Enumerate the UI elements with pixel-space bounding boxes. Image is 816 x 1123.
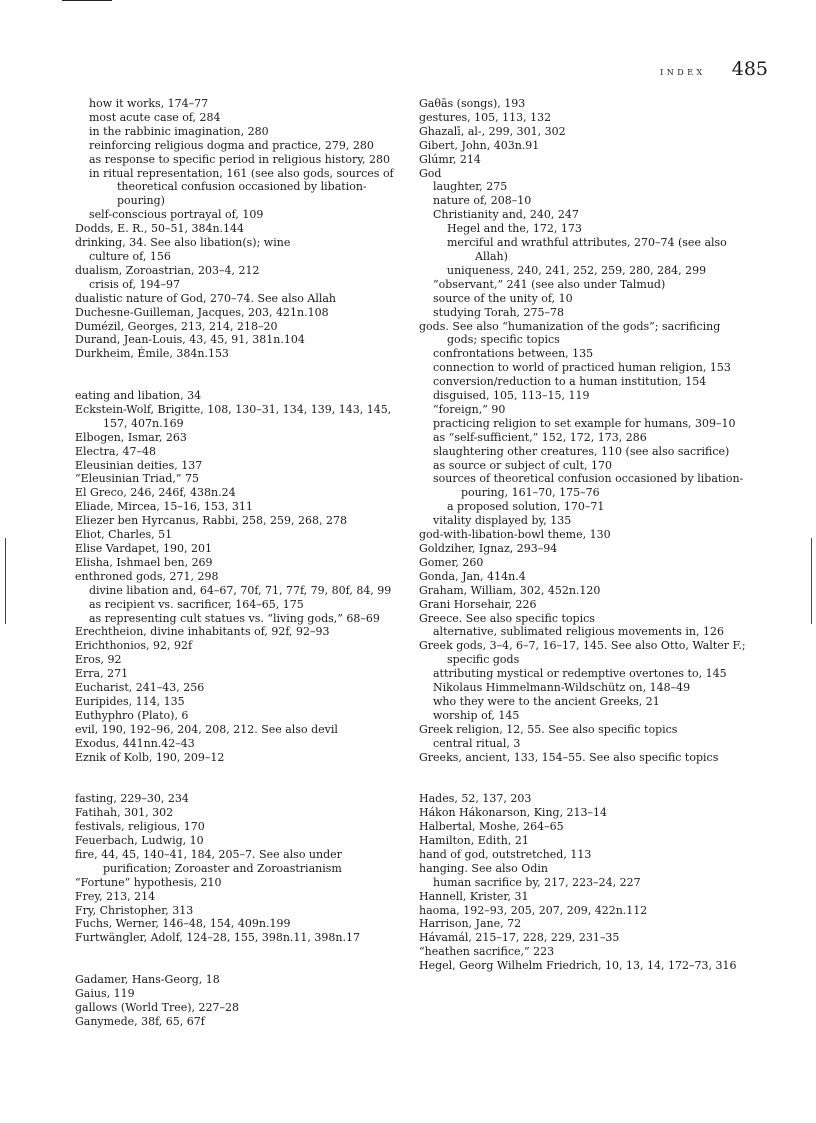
page-number: 485 <box>731 58 768 80</box>
index-entry: Elise Vardapet, 190, 201 <box>75 541 213 555</box>
index-entry: alternative, sublimated religious movements in, 126 <box>433 625 724 639</box>
index-entry: Electra, 47–48 <box>75 444 156 458</box>
index-entry: a proposed solution, 170–71 <box>447 500 605 514</box>
index-entry: Hades, 52, 137, 203 <box>419 792 532 806</box>
index-entry: gestures, 105, 113, 132 <box>419 110 552 124</box>
index-entry: “observant,” 241 (see also under Talmud) <box>433 277 666 291</box>
index-entry: eating and libation, 34 <box>75 389 202 403</box>
index-entry: Greek gods, 3–4, 6–7, 16–17, 145. See also Otto, Walter F.; specific gods <box>419 639 746 667</box>
index-entry: reinforcing religious dogma and practice, 279, 280 <box>89 138 374 152</box>
index-entry: conversion/reduction to a human institution, 154 <box>433 375 707 389</box>
index-entry: Erichthonios, 92, 92f <box>75 639 193 653</box>
letter-group-gap <box>75 361 403 389</box>
index-entry: Fatihah, 301, 302 <box>75 806 174 820</box>
index-entry: Fry, Christopher, 313 <box>75 903 194 917</box>
index-entry: Erra, 271 <box>75 667 129 681</box>
index-entry: Harrison, Jane, 72 <box>419 917 522 931</box>
index-entry: culture of, 156 <box>89 249 171 263</box>
index-entry: Hákon Hákonarson, King, 213–14 <box>419 806 608 820</box>
index-entry: Goldziher, Ignaz, 293–94 <box>419 542 558 555</box>
index-entry: “Fortune” hypothesis, 210 <box>75 875 222 889</box>
index-entry: self-conscious portrayal of, 109 <box>89 208 264 222</box>
index-entry: evil, 190, 192–96, 204, 208, 212. See also devil <box>75 722 338 736</box>
index-entry: vitality displayed by, 135 <box>433 514 572 528</box>
index-entry: Christianity and, 240, 247 <box>433 208 579 222</box>
index-column-right <box>419 97 747 973</box>
index-entry: uniqueness, 240, 241, 252, 259, 280, 284, 299 <box>447 263 707 277</box>
index-entry: Frey, 213, 214 <box>75 889 156 903</box>
index-entry: Nikolaus Himmelmann-Wildschütz on, 148–49 <box>433 681 691 695</box>
index-entry: Gaθās (songs), 193 <box>419 97 526 110</box>
index-entry: Halbertal, Moshe, 264–65 <box>419 820 564 834</box>
index-entry: Elbogen, Ismar, 263 <box>75 430 187 444</box>
index-entry: Gaius, 119 <box>75 986 135 1000</box>
index-entry: laughter, 275 <box>433 180 508 194</box>
index-entry: Eleusinian deities, 137 <box>75 458 203 472</box>
index-entry: Eliezer ben Hyrcanus, Rabbi, 258, 259, 268, 278 <box>75 514 348 528</box>
index-entry: attributing mystical or redemptive overtones to, 145 <box>433 667 727 681</box>
index-entry: Eckstein-Wolf, Brigitte, 108, 130–31, 134, 139, 143, 145, 157, 407n.169 <box>75 402 392 430</box>
index-entry: source of the unity of, 10 <box>433 291 573 305</box>
index-entry: El Greco, 246, 246f, 438n.24 <box>75 486 236 500</box>
index-entry: “foreign,” 90 <box>433 402 506 416</box>
index-entry: as representing cult statues vs. “living gods,” 68–69 <box>89 611 380 625</box>
index-entry: “heathen sacrifice,” 223 <box>419 945 555 959</box>
index-entry: Greek religion, 12, 55. See also specific topics <box>419 722 678 736</box>
index-entry: gallows (World Tree), 227–28 <box>75 1000 239 1014</box>
index-entry: connection to world of practiced human religion, 153 <box>433 361 731 375</box>
index-entry: enthroned gods, 271, 298 <box>75 569 219 583</box>
index-entry: Gonda, Jan, 414n.4 <box>419 569 526 583</box>
index-entry: drinking, 34. See also libation(s); wine <box>75 236 291 250</box>
index-entry: Hannell, Krister, 31 <box>419 889 529 903</box>
index-entry: Eros, 92 <box>75 653 122 667</box>
index-entry: as source or subject of cult, 170 <box>433 458 612 472</box>
index-entry: in ritual representation, 161 (see also gods, sources of theoretical confusion occasioned by libation-pouring) <box>89 166 394 208</box>
index-entry: human sacrifice by, 217, 223–24, 227 <box>433 875 641 889</box>
index-entry: Euripides, 114, 135 <box>75 694 185 708</box>
letter-group-gap <box>75 764 403 792</box>
crop-mark-left <box>5 538 6 624</box>
index-entry: Eliot, Charles, 51 <box>75 528 173 542</box>
index-entry: Grani Horsehair, 226 <box>419 597 537 611</box>
index-entry: hand of god, outstretched, 113 <box>419 847 592 861</box>
index-entry: Gomer, 260 <box>419 555 484 569</box>
index-entry: slaughtering other creatures, 110 (see also sacrifice) <box>433 444 730 458</box>
crop-mark-right <box>811 538 812 624</box>
index-entry: merciful and wrathful attributes, 270–74 (see also Allah) <box>447 236 727 263</box>
index-entry: Hegel, Georg Wilhelm Friedrich, 10, 13, 14, 172–73, 316 <box>419 959 737 973</box>
index-entry: Dodds, E. R., 50–51, 384n.144 <box>75 222 245 236</box>
index-entry: worship of, 145 <box>433 708 520 722</box>
index-entry: studying Torah, 275–78 <box>433 305 565 319</box>
index-entry: who they were to the ancient Greeks, 21 <box>433 694 660 708</box>
index-entry: confrontations between, 135 <box>433 347 594 361</box>
index-entry: fire, 44, 45, 140–41, 184, 205–7. See also under purification; Zoroaster and Zoroastrianism <box>75 847 342 875</box>
index-entry: dualism, Zoroastrian, 203–4, 212 <box>75 263 260 277</box>
index-entry: divine libation and, 64–67, 70f, 71, 77f, 79, 80f, 84, 99 <box>89 583 392 597</box>
letter-group-gap <box>419 765 747 793</box>
index-entry: gods. See also “humanization of the gods”; sacrificing gods; specific topics <box>419 319 721 347</box>
index-entry: disguised, 105, 113–15, 119 <box>433 389 590 403</box>
running-header <box>660 58 768 80</box>
index-entry: most acute case of, 284 <box>89 110 221 124</box>
index-entry: Exodus, 441nn.42–43 <box>75 736 195 750</box>
index-entry: Hamilton, Edith, 21 <box>419 834 529 848</box>
index-entry: Eliade, Mircea, 15–16, 153, 311 <box>75 500 253 514</box>
index-entry: Hávamál, 215–17, 228, 229, 231–35 <box>419 931 620 945</box>
index-entry: dualistic nature of God, 270–74. See also Allah <box>75 291 337 305</box>
index-column-left <box>75 97 403 1029</box>
index-entry: central ritual, 3 <box>433 736 521 750</box>
index-entry: Durand, Jean-Louis, 43, 45, 91, 381n.104 <box>75 333 305 347</box>
index-entry: as recipient vs. sacrificer, 164–65, 175 <box>89 597 304 611</box>
index-entry: Gadamer, Hans-Georg, 18 <box>75 973 220 987</box>
index-entry: Ghazalī, al-, 299, 301, 302 <box>419 124 566 138</box>
index-entry: sources of theoretical confusion occasioned by libation-pouring, 161–70, 175–76 <box>433 472 744 500</box>
index-entry: god-with-libation-bowl theme, 130 <box>419 528 611 542</box>
top-rule <box>62 0 112 1</box>
index-entry: Dumézil, Georges, 213, 214, 218–20 <box>75 319 278 333</box>
index-entry: Graham, William, 302, 452n.120 <box>419 583 601 597</box>
index-entry: practicing religion to set example for humans, 309–10 <box>433 416 736 430</box>
index-entry: festivals, religious, 170 <box>75 820 205 834</box>
index-entry: Erechtheion, divine inhabitants of, 92f, 92–93 <box>75 625 330 639</box>
index-entry: haoma, 192–93, 205, 207, 209, 422n.112 <box>419 903 648 917</box>
index-entry: Gibert, John, 403n.91 <box>419 138 540 152</box>
index-entry: Elisha, Ishmael ben, 269 <box>75 555 213 569</box>
index-entry: Furtwängler, Adolf, 124–28, 155, 398n.11, 398n.17 <box>75 931 360 945</box>
section-label: index <box>660 64 706 78</box>
index-entry: Eznik of Kolb, 190, 209–12 <box>75 750 225 764</box>
index-entry: Glúmr, 214 <box>419 152 481 166</box>
letter-group-gap <box>75 945 403 973</box>
index-entry: “Eleusinian Triad,” 75 <box>75 472 199 486</box>
index-entry: in the rabbinic imagination, 280 <box>89 124 269 138</box>
index-entry: as “self-sufficient,” 152, 172, 173, 286 <box>433 430 647 444</box>
index-entry: God <box>419 166 442 180</box>
index-entry: Duchesne-Guilleman, Jacques, 203, 421n.108 <box>75 305 329 319</box>
index-entry: Durkheim, Émile, 384n.153 <box>75 347 229 361</box>
index-entry: Fuchs, Werner, 146–48, 154, 409n.199 <box>75 917 291 931</box>
index-entry: Eucharist, 241–43, 256 <box>75 681 205 695</box>
index-entry: as response to specific period in religious history, 280 <box>89 152 391 166</box>
index-entry: how it works, 174–77 <box>89 97 209 110</box>
index-entry: nature of, 208–10 <box>433 194 532 208</box>
index-entry: hanging. See also Odin <box>419 861 548 875</box>
index-entry: fasting, 229–30, 234 <box>75 792 189 806</box>
index-entry: Ganymede, 38f, 65, 67f <box>75 1014 205 1028</box>
index-entry: crisis of, 194–97 <box>89 277 181 291</box>
index-entry: Feuerbach, Ludwig, 10 <box>75 834 204 847</box>
index-entry: Greece. See also specific topics <box>419 611 595 625</box>
index-entry: Euthyphro (Plato), 6 <box>75 708 189 722</box>
index-entry: Greeks, ancient, 133, 154–55. See also specific topics <box>419 750 719 764</box>
index-entry: Hegel and the, 172, 173 <box>447 222 582 236</box>
